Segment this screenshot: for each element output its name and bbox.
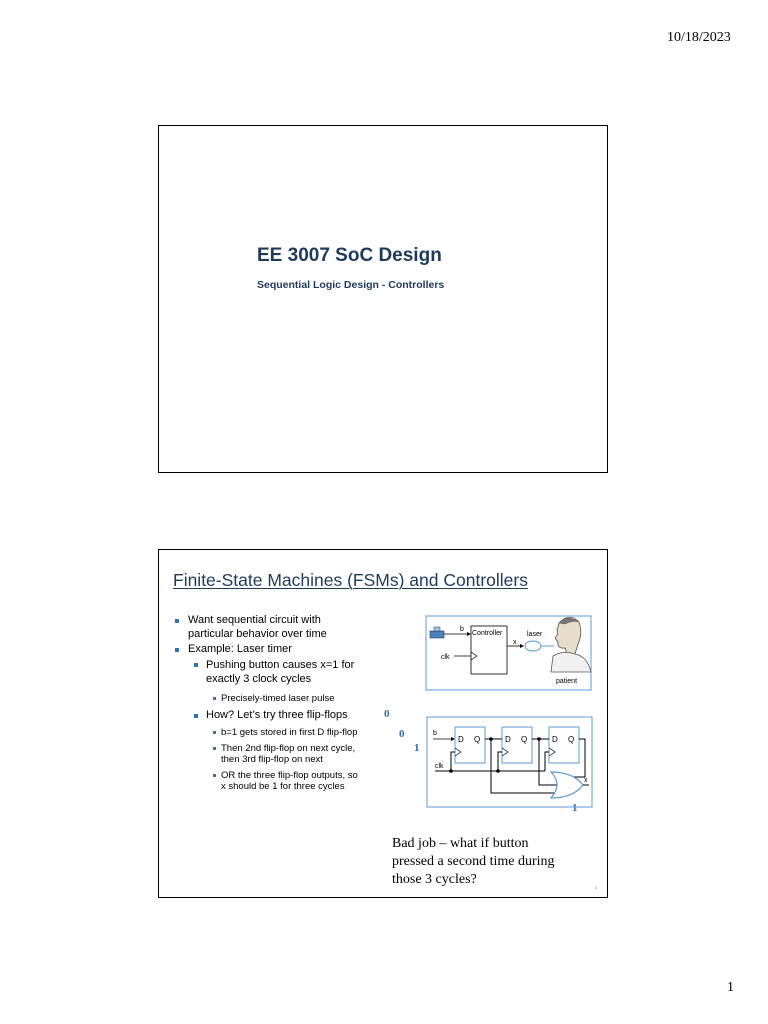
ff3-d-label: D (552, 735, 558, 744)
bullet-6: b=1 gets stored in first D flip-flop (221, 727, 358, 738)
annotation-0-b: 0 (399, 728, 405, 740)
laser-timer-figure (426, 616, 591, 690)
slide-1-title: EE 3007 SoC Design (257, 245, 442, 266)
flip-flop-1 (455, 727, 485, 763)
ff1-d-label: D (458, 735, 464, 744)
bullet-5: How? Let’s try three flip-flops (206, 709, 348, 721)
fig1-x-label: x (513, 639, 517, 646)
page-number: 1 (727, 980, 734, 995)
bullet-1-line-1: Want sequential circuit with (188, 614, 321, 626)
patient-label: patient (556, 678, 578, 685)
note-line-1: Bad job – what if button (392, 836, 529, 851)
bullet-3-line-1: Pushing button causes x=1 for (206, 659, 355, 671)
flip-flop-2 (502, 727, 532, 763)
slide-1 (158, 125, 608, 473)
handwritten-note (392, 835, 555, 889)
ff3-q-label: Q (568, 735, 575, 744)
push-button-icon (430, 627, 444, 638)
fig2-b-label: b (433, 730, 437, 737)
bullet-2: Example: Laser timer (188, 643, 292, 655)
fig2-x-label: x (584, 777, 588, 784)
controller-label: Controller (472, 630, 503, 637)
laser-icon (525, 641, 554, 651)
patient-icon (551, 617, 591, 672)
bullet-7-line-2: then 3rd flip-flop on next (221, 754, 323, 765)
bullet-3-line-2: exactly 3 clock cycles (206, 673, 312, 685)
annotation-1-a: 1 (414, 742, 420, 754)
ff2-q-label: Q (521, 735, 528, 744)
bullet-7-line-1: Then 2nd flip-flop on next cycle, (221, 743, 356, 754)
slide-2-title: Finite-State Machines (FSMs) and Controllers (173, 570, 528, 590)
bullet-8-line-2: x should be 1 for three cycles (221, 781, 345, 792)
bullet-1-line-2: particular behavior over time (188, 628, 327, 640)
slide-1-subtitle: Sequential Logic Design - Controllers (257, 279, 445, 291)
fig2-clk-label: clk (435, 763, 444, 770)
fig1-clk-label: clk (441, 654, 450, 661)
print-date: 10/18/2023 (667, 30, 731, 45)
annotation-1-b: 1 (572, 802, 578, 814)
note-line-2: pressed a second time during (392, 854, 555, 869)
annotation-0-a: 0 (384, 708, 390, 720)
laser-label: laser (527, 631, 543, 638)
slide-2 (158, 549, 608, 898)
ff2-d-label: D (505, 735, 511, 744)
flip-flop-circuit-figure (427, 717, 592, 807)
note-line-3: those 3 cycles? (392, 872, 477, 887)
bullet-8-line-1: OR the three flip-flop outputs, so (221, 770, 358, 781)
bullet-4: Precisely-timed laser pulse (221, 693, 335, 704)
flip-flop-3 (549, 727, 579, 763)
fig1-b-label: b (460, 626, 464, 633)
ff1-q-label: Q (474, 735, 481, 744)
slide-number: 2 (595, 885, 598, 890)
